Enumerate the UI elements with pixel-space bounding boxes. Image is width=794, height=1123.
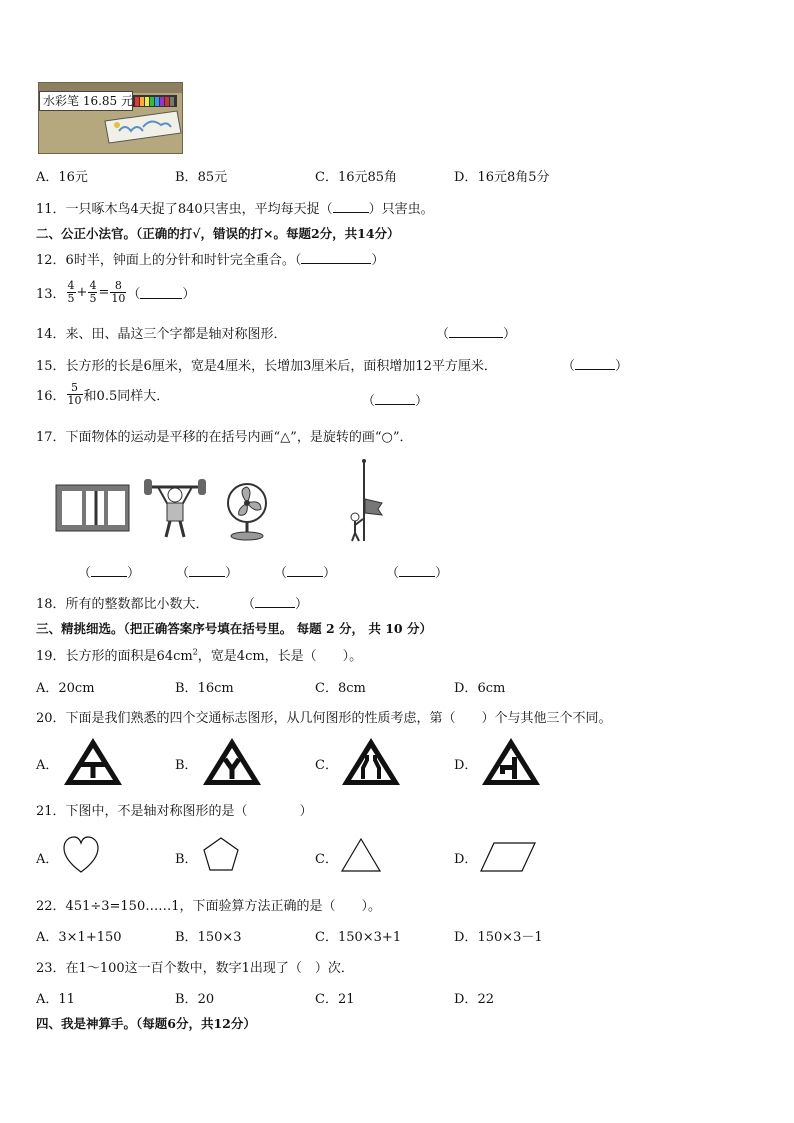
pentagon-icon xyxy=(204,838,238,870)
question-16: 16． $\frac{5}{10}$ 和0.5同样大． xyxy=(36,381,170,407)
question-19: 19．长方形的面积是$64cm^2$，宽是4cm，长是（ ）。 xyxy=(36,647,363,664)
q19-option-b: B．16cm xyxy=(175,681,234,696)
watercolor-pen-picture xyxy=(38,82,183,154)
answer-blank[interactable] xyxy=(140,286,182,299)
question-20: 20．下面是我们熟悉的四个交通标志图形，从几何图形的性质考虑，第（ ）个与其他三个不同。 xyxy=(36,711,612,726)
q21-label-d: D． xyxy=(454,852,478,867)
q17-blank-1: （ ） xyxy=(78,566,141,581)
q19-option-d: D．6cm xyxy=(454,681,506,696)
road-narrows-sign-icon xyxy=(342,738,400,785)
q22-option-d: D．150×3－1 xyxy=(454,930,543,945)
sliding-window-icon xyxy=(56,485,129,531)
question-12: 12．6时半，钟面上的分针和时针完全重合。（ ） xyxy=(36,253,385,268)
fraction: $\frac{4}{5}$ xyxy=(89,279,97,305)
q17-blank-3: （ ） xyxy=(274,566,337,581)
flag-raising-icon xyxy=(351,459,382,541)
q23-option-a: A．11 xyxy=(36,992,75,1007)
question-14: 14．来、田、晶这三个字都是轴对称图形． xyxy=(36,327,287,342)
electric-fan-icon xyxy=(228,484,266,540)
question-16-answer: （ ） xyxy=(362,394,429,409)
question-14-answer: （ ） xyxy=(436,327,517,342)
question-23: 23．在1～100这一百个数中，数字1出现了（ ）次． xyxy=(36,961,354,976)
q23-option-d: D．22 xyxy=(454,992,494,1007)
section-2-heading: 二、公正小法官。（正确的打√，错误的打×。每题2分，共14分） xyxy=(36,226,400,241)
q19-option-c: C．8cm xyxy=(315,681,366,696)
section-4-heading: 四、我是神算手。（每题6分，共12分） xyxy=(36,1016,256,1031)
q21-label-a: A． xyxy=(36,852,59,867)
question-11: 11．一只啄木鸟4天捉了840只害虫，平均每天捉（ ）只害虫。 xyxy=(36,202,434,217)
t-junction-sign-icon xyxy=(64,738,122,785)
question-13: 13． $\frac{4}{5}$ + $\frac{4}{5}$ = $\frac{8}{10}$ （ ） xyxy=(36,279,196,305)
q10-option-c: C．16元85角 xyxy=(315,170,398,185)
question-21: 21．下图中，不是轴对称图形的是（ ） xyxy=(36,804,313,819)
weightlifter-icon xyxy=(144,479,206,537)
fraction: $\frac{8}{10}$ xyxy=(111,279,126,305)
q20-label-a: A． xyxy=(36,758,59,773)
q23-option-b: B．20 xyxy=(175,992,215,1007)
answer-blank[interactable] xyxy=(575,357,615,370)
q20-label-b: B． xyxy=(175,758,198,773)
q10-option-d: D．16元8角5分 xyxy=(454,170,550,185)
question-17: 17．下面物体的运动是平移的在括号内画“△”，是旋转的画“○”． xyxy=(36,430,413,445)
question-18-answer: （ ） xyxy=(242,597,309,612)
answer-blank[interactable] xyxy=(449,325,503,338)
q17-blank-4: （ ） xyxy=(386,566,449,581)
q23-option-c: C．21 xyxy=(315,992,355,1007)
q22-option-a: A．3×1+150 xyxy=(36,930,122,945)
q17-blank-2: （ ） xyxy=(176,566,239,581)
answer-blank[interactable] xyxy=(333,200,369,213)
q22-option-b: B．150×3 xyxy=(175,930,242,945)
question-15: 15．长方形的长是6厘米，宽是4厘米，长增加3厘米后，面积增加12平方厘米． xyxy=(36,359,497,374)
answer-blank[interactable] xyxy=(301,251,371,264)
question-15-answer: （ ） xyxy=(562,359,629,374)
q20-label-c: C． xyxy=(315,758,338,773)
y-junction-sign-icon xyxy=(203,738,261,785)
fraction: $\frac{4}{5}$ xyxy=(67,279,75,305)
answer-blank[interactable] xyxy=(255,595,295,608)
q19-option-a: A．20cm xyxy=(36,681,95,696)
q20-signs xyxy=(0,735,794,795)
price-tag-label: 水彩笔 16.85 元 xyxy=(43,94,133,108)
pen-set-icon xyxy=(105,95,181,143)
question-22: 22．451÷3=150……1，下面验算方法正确的是（ ）。 xyxy=(36,899,381,914)
parallelogram-icon xyxy=(481,843,535,871)
triangle-icon xyxy=(342,839,380,871)
q21-label-b: B． xyxy=(175,852,198,867)
q20-label-d: D． xyxy=(454,758,478,773)
q21-shapes xyxy=(0,834,794,884)
q10-option-a: A．16元 xyxy=(36,170,88,185)
q10-option-b: B．85元 xyxy=(175,170,228,185)
question-18: 18．所有的整数都比小数大． xyxy=(36,597,209,612)
fraction: $\frac{5}{10}$ xyxy=(67,381,82,407)
q21-label-c: C． xyxy=(315,852,338,867)
section-3-heading: 三、精挑细选。（把正确答案序号填在括号里。 每题 2 分， 共 10 分） xyxy=(36,621,432,636)
side-road-sign-icon xyxy=(482,738,540,785)
q17-pictures xyxy=(0,455,794,575)
answer-blank[interactable] xyxy=(375,392,415,405)
q22-option-c: C．150×3+1 xyxy=(315,930,402,945)
heart-icon xyxy=(64,837,98,872)
